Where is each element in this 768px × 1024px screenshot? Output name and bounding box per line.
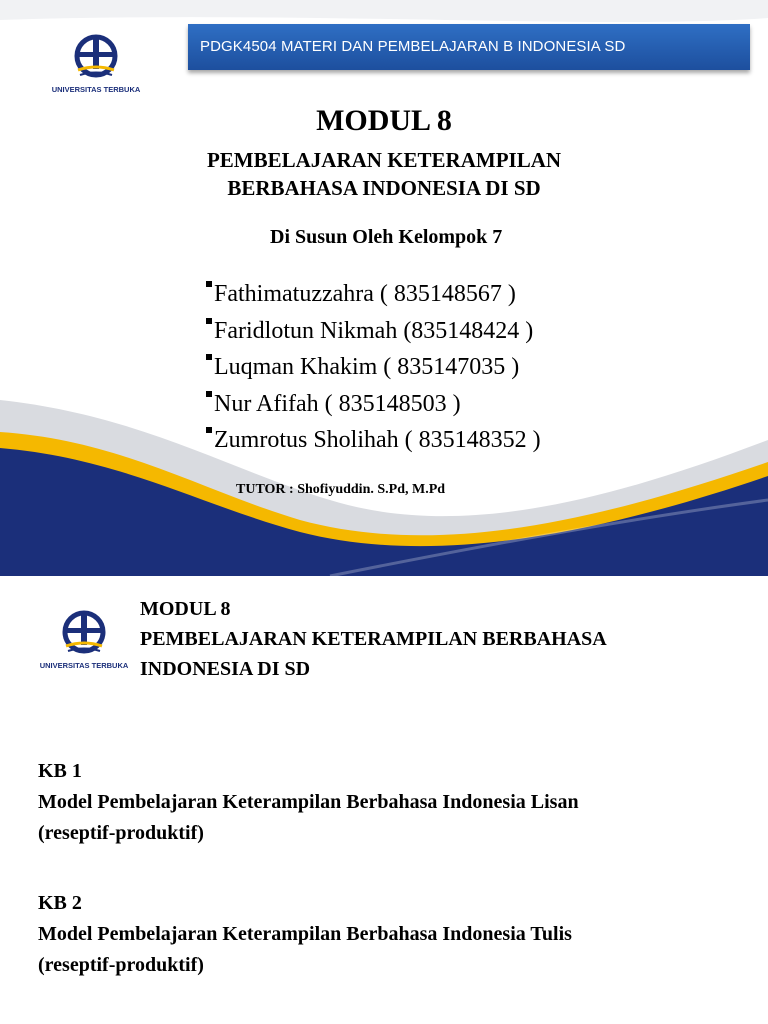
member-item: Fathimatuzzahra ( 835148567 ) — [206, 276, 541, 313]
heading-line-2: PEMBELAJARAN KETERAMPILAN BERBAHASA — [140, 628, 607, 650]
subtitle-line-1: PEMBELAJARAN KETERAMPILAN — [206, 148, 562, 172]
universitas-terbuka-logo — [36, 606, 132, 676]
kb2-line-2: (reseptif-produktif) — [38, 954, 204, 976]
compiled-by: Di Susun Oleh Kelompok 7 — [270, 226, 503, 248]
universitas-terbuka-logo — [48, 30, 144, 100]
kb1-line-1: Model Pembelajaran Keterampilan Berbahasa Indonesia Lisan — [38, 791, 579, 813]
heading-line-1: MODUL 8 — [140, 598, 231, 620]
logo-text: UNIVERSITAS TERBUKA — [39, 661, 129, 670]
course-banner: PDGK4504 MATERI DAN PEMBELAJARAN B INDONESIA SD — [188, 24, 750, 70]
module-title: MODUL 8 — [316, 104, 452, 137]
member-item: Luqman Khakim ( 835147035 ) — [206, 349, 541, 386]
kb2-line-1: Model Pembelajaran Keterampilan Berbahasa Indonesia Tulis — [38, 923, 572, 945]
kb1-line-2: (reseptif-produktif) — [38, 822, 204, 844]
member-list — [206, 276, 541, 459]
kb2-label: KB 2 — [38, 892, 82, 914]
slide-heading — [140, 594, 607, 684]
heading-line-3: INDONESIA DI SD — [140, 658, 311, 680]
member-item: Nur Afifah ( 835148503 ) — [206, 386, 541, 423]
subtitle-line-2: BERBAHASA INDONESIA DI SD — [227, 176, 541, 200]
kb2-section — [38, 888, 572, 981]
logo-text: UNIVERSITAS TERBUKA — [51, 85, 141, 94]
tutor-line: TUTOR : Shofiyuddin. S.Pd, M.Pd — [236, 482, 446, 497]
member-item: Zumrotus Sholihah ( 835148352 ) — [206, 422, 541, 459]
content-slide — [0, 578, 768, 1024]
member-item: Faridlotun Nikmah (835148424 ) — [206, 313, 541, 350]
kb1-section — [38, 756, 579, 849]
kb1-label: KB 1 — [38, 760, 82, 782]
